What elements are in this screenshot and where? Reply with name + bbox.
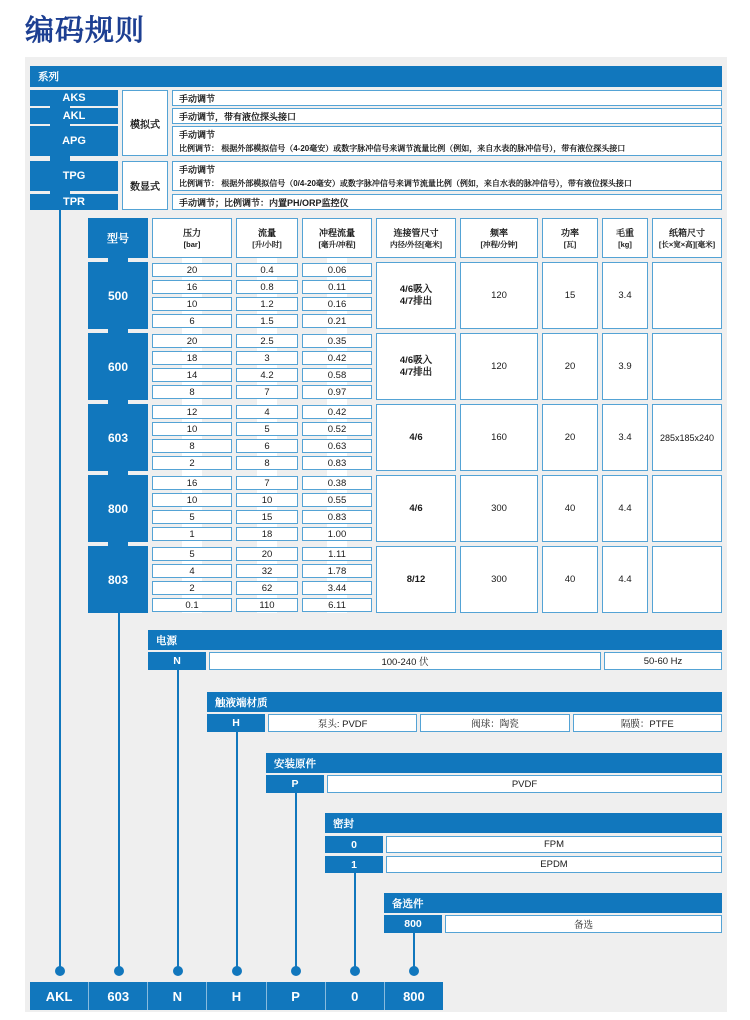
spec-model: 500 bbox=[88, 262, 148, 329]
stroke-cell: 6.11 bbox=[302, 598, 372, 612]
connector-dot-model bbox=[114, 966, 124, 976]
stroke-cell: 0.58 bbox=[302, 368, 372, 382]
stroke-stack bbox=[302, 404, 372, 471]
seal-value-epdm: EPDM bbox=[386, 856, 722, 873]
flow-cell: 8 bbox=[236, 456, 298, 470]
diaphragm-material: 隔膜：PTFE bbox=[573, 714, 722, 732]
header-line: 毛重 bbox=[615, 227, 634, 238]
seal-row-0 bbox=[325, 836, 722, 853]
connector-dot-power bbox=[173, 966, 183, 976]
connector-line-installation bbox=[295, 793, 297, 967]
options-code: 800 bbox=[384, 915, 442, 933]
series-desc-apg-line1: 手动调节 bbox=[179, 130, 216, 140]
stroke-cell: 0.83 bbox=[302, 456, 372, 470]
connector-dot-seal bbox=[350, 966, 360, 976]
header-line: 功率 bbox=[560, 227, 579, 238]
flow-cell: 4 bbox=[236, 405, 298, 419]
pressure-cell: 10 bbox=[152, 297, 232, 311]
series-code-tpr: TPR bbox=[30, 194, 118, 210]
series-code-akl: AKL bbox=[30, 108, 118, 124]
spec-header-flow bbox=[236, 218, 298, 258]
flow-cell: 2.5 bbox=[236, 334, 298, 348]
flow-cell: 0.8 bbox=[236, 280, 298, 294]
weight-cell: 3.4 bbox=[602, 404, 648, 471]
weight-cell: 3.9 bbox=[602, 333, 648, 400]
code-segment-series: AKL bbox=[45, 988, 73, 1004]
options-value: 备选 bbox=[445, 915, 722, 933]
wetted-materials-section bbox=[207, 692, 722, 732]
power-supply-header: 电源 bbox=[148, 630, 722, 650]
connector-dot-series bbox=[55, 966, 65, 976]
carton-cell bbox=[652, 475, 722, 542]
flow-cell: 15 bbox=[236, 510, 298, 524]
pressure-cell: 20 bbox=[152, 334, 232, 348]
flow-stack bbox=[236, 546, 298, 613]
seal-section bbox=[325, 813, 722, 873]
carton-cell bbox=[652, 262, 722, 329]
installation-header: 安装原件 bbox=[266, 753, 722, 773]
series-section bbox=[30, 66, 722, 210]
pressure-cell: 6 bbox=[152, 314, 232, 328]
spec-model: 803 bbox=[88, 546, 148, 613]
stroke-cell: 0.06 bbox=[302, 263, 372, 277]
header-unit: [瓦] bbox=[563, 239, 577, 249]
flow-cell: 4.2 bbox=[236, 368, 298, 382]
series-body bbox=[30, 90, 722, 210]
code-segment-model: 603 bbox=[88, 982, 147, 1010]
power-cell: 40 bbox=[542, 475, 598, 542]
power-cell: 20 bbox=[542, 404, 598, 471]
pipe-line: 4/6吸入 bbox=[399, 283, 433, 295]
options-row bbox=[384, 915, 722, 933]
connector-line-seal bbox=[354, 872, 356, 967]
flow-cell: 62 bbox=[236, 581, 298, 595]
code-segment-installation: P bbox=[266, 982, 325, 1010]
connector-dot-options bbox=[409, 966, 419, 976]
stroke-cell: 0.11 bbox=[302, 280, 372, 294]
power-supply-section bbox=[148, 630, 722, 670]
connector-line-model bbox=[118, 613, 120, 967]
stroke-cell: 0.52 bbox=[302, 422, 372, 436]
flow-cell: 5 bbox=[236, 422, 298, 436]
spec-model: 600 bbox=[88, 333, 148, 400]
series-desc-tpr: 手动调节；比例调节：内置PH/ORP监控仪 bbox=[172, 194, 722, 210]
series-desc-tpg bbox=[172, 161, 722, 191]
installation-value: PVDF bbox=[327, 775, 722, 793]
pressure-cell: 10 bbox=[152, 493, 232, 507]
series-code-apg: APG bbox=[30, 126, 118, 156]
frequency-cell: 120 bbox=[460, 262, 538, 329]
connector-line-power bbox=[177, 670, 179, 967]
pipe-cell bbox=[376, 546, 456, 613]
pipe-cell bbox=[376, 404, 456, 471]
stroke-cell: 0.35 bbox=[302, 334, 372, 348]
flow-stack bbox=[236, 333, 298, 400]
stroke-cell: 3.44 bbox=[302, 581, 372, 595]
series-desc-tpg-line2: 比例调节： 根据外部模拟信号（0/4-20毫安）或数字脉冲信号来调节流量比例（例如，来自水表的脉冲信号），带有液位探头接口 bbox=[179, 179, 632, 188]
series-desc-akl: 手动调节，带有液位探头接口 bbox=[172, 108, 722, 124]
header-line: 纸箱尺寸 bbox=[668, 227, 705, 238]
pressure-stack bbox=[152, 475, 232, 542]
seal-value-fpm: FPM bbox=[386, 836, 722, 853]
pipe-cell bbox=[376, 333, 456, 400]
pressure-cell: 2 bbox=[152, 456, 232, 470]
weight-cell: 4.4 bbox=[602, 475, 648, 542]
pressure-cell: 5 bbox=[152, 510, 232, 524]
spec-model: 603 bbox=[88, 404, 148, 471]
frequency-cell: 300 bbox=[460, 546, 538, 613]
carton-cell bbox=[652, 333, 722, 400]
pressure-cell: 4 bbox=[152, 564, 232, 578]
power-supply-row bbox=[148, 652, 722, 670]
pressure-stack bbox=[152, 404, 232, 471]
seal-row-1 bbox=[325, 856, 722, 873]
installation-code: P bbox=[266, 775, 324, 793]
pressure-cell: 12 bbox=[152, 405, 232, 419]
connector-dot-installation bbox=[291, 966, 301, 976]
stroke-cell: 0.97 bbox=[302, 385, 372, 399]
series-desc-apg-line2: 比例调节： 根据外部模拟信号（4-20毫安）或数字脉冲信号来调节流量比例（例如，来自水表的脉冲信号），带有液位探头接口 bbox=[179, 144, 626, 153]
flow-cell: 3 bbox=[236, 351, 298, 365]
carton-cell: 285x185x240 bbox=[652, 404, 722, 471]
code-segment-seal: 0 bbox=[325, 982, 384, 1010]
wetted-materials-code: H bbox=[207, 714, 265, 732]
pressure-cell: 8 bbox=[152, 385, 232, 399]
voltage-value: 100-240 伏 bbox=[209, 652, 601, 670]
flow-cell: 32 bbox=[236, 564, 298, 578]
power-supply-code: N bbox=[148, 652, 206, 670]
flow-cell: 7 bbox=[236, 385, 298, 399]
spec-header-power bbox=[542, 218, 598, 258]
pump-head-material: 泵头: PVDF bbox=[268, 714, 417, 732]
flow-cell: 0.4 bbox=[236, 263, 298, 277]
stroke-stack bbox=[302, 333, 372, 400]
series-desc-tpg-line1: 手动调节 bbox=[179, 165, 216, 175]
spec-grid bbox=[88, 218, 722, 613]
header-unit: [bar] bbox=[183, 239, 201, 249]
stroke-cell: 1.00 bbox=[302, 527, 372, 541]
stroke-cell: 1.78 bbox=[302, 564, 372, 578]
stroke-cell: 1.11 bbox=[302, 547, 372, 561]
pressure-cell: 18 bbox=[152, 351, 232, 365]
spec-header-frequency bbox=[460, 218, 538, 258]
stroke-cell: 0.42 bbox=[302, 351, 372, 365]
pressure-cell: 16 bbox=[152, 280, 232, 294]
pressure-cell: 1 bbox=[152, 527, 232, 541]
spec-model: 800 bbox=[88, 475, 148, 542]
installation-row bbox=[266, 775, 722, 793]
seal-header: 密封 bbox=[325, 813, 722, 833]
wetted-materials-row bbox=[207, 714, 722, 732]
flow-cell: 20 bbox=[236, 547, 298, 561]
series-header: 系列 bbox=[30, 66, 722, 87]
weight-cell: 4.4 bbox=[602, 546, 648, 613]
weight-cell: 3.4 bbox=[602, 262, 648, 329]
connector-line-series bbox=[59, 209, 61, 967]
power-cell: 15 bbox=[542, 262, 598, 329]
flow-stack bbox=[236, 262, 298, 329]
series-code-tpg: TPG bbox=[30, 161, 118, 191]
pressure-cell: 5 bbox=[152, 547, 232, 561]
header-line: 冲程流量 bbox=[318, 227, 355, 238]
options-header: 备选件 bbox=[384, 893, 722, 913]
stroke-stack bbox=[302, 475, 372, 542]
spec-header-pressure bbox=[152, 218, 232, 258]
code-segment-power: N bbox=[147, 982, 206, 1010]
carton-cell bbox=[652, 546, 722, 613]
series-desc-apg bbox=[172, 126, 722, 156]
flow-cell: 18 bbox=[236, 527, 298, 541]
header-unit: 内径/外径[毫米] bbox=[389, 239, 443, 249]
flow-stack bbox=[236, 475, 298, 542]
stroke-stack bbox=[302, 262, 372, 329]
pipe-line: 8/12 bbox=[406, 573, 426, 585]
stroke-cell: 0.55 bbox=[302, 493, 372, 507]
pressure-stack bbox=[152, 546, 232, 613]
pipe-line: 4/6 bbox=[409, 502, 423, 514]
code-segment-options: 800 bbox=[384, 982, 443, 1010]
pipe-line: 4/6吸入 bbox=[399, 354, 433, 366]
stroke-cell: 0.83 bbox=[302, 510, 372, 524]
pressure-cell: 14 bbox=[152, 368, 232, 382]
spec-header-model: 型号 bbox=[88, 218, 148, 258]
seal-code-1: 1 bbox=[325, 856, 383, 873]
code-segment-wetted: H bbox=[206, 982, 265, 1010]
spec-table bbox=[88, 218, 722, 613]
spec-header-carton bbox=[652, 218, 722, 258]
header-unit: [kg] bbox=[618, 239, 632, 249]
pipe-cell bbox=[376, 262, 456, 329]
spec-header-pipe bbox=[376, 218, 456, 258]
header-unit: [冲程/分钟] bbox=[480, 239, 518, 249]
stroke-stack bbox=[302, 546, 372, 613]
header-unit: [升/小时] bbox=[252, 239, 282, 249]
stroke-cell: 0.21 bbox=[302, 314, 372, 328]
header-line: 流量 bbox=[257, 227, 276, 238]
header-line: 连接管尺寸 bbox=[393, 227, 439, 238]
pipe-line: 4/6 bbox=[409, 431, 423, 443]
frequency-cell: 300 bbox=[460, 475, 538, 542]
spec-header-weight bbox=[602, 218, 648, 258]
series-type-analog: 模拟式 bbox=[122, 90, 168, 156]
connector-line-wetted bbox=[236, 732, 238, 967]
header-line: 压力 bbox=[182, 227, 201, 238]
header-unit: [长×宽×高][毫米] bbox=[658, 239, 716, 249]
wetted-materials-header: 触液端材质 bbox=[207, 692, 722, 712]
options-section bbox=[384, 893, 722, 933]
connector-line-options bbox=[413, 933, 415, 967]
pipe-line: 4/7排出 bbox=[399, 295, 433, 307]
pipe-line: 4/7排出 bbox=[399, 366, 433, 378]
header-line: 频率 bbox=[489, 227, 508, 238]
content-panel bbox=[25, 57, 727, 1012]
flow-cell: 10 bbox=[236, 493, 298, 507]
power-cell: 20 bbox=[542, 333, 598, 400]
series-desc-aks: 手动调节 bbox=[172, 90, 722, 106]
pipe-cell bbox=[376, 475, 456, 542]
valve-ball-material: 阀球：陶瓷 bbox=[420, 714, 569, 732]
pressure-cell: 16 bbox=[152, 476, 232, 490]
page-title: 编码规则 bbox=[25, 15, 146, 47]
stroke-cell: 0.16 bbox=[302, 297, 372, 311]
pressure-cell: 8 bbox=[152, 439, 232, 453]
pressure-stack bbox=[152, 262, 232, 329]
flow-stack bbox=[236, 404, 298, 471]
stroke-cell: 0.38 bbox=[302, 476, 372, 490]
series-type-digital: 数显式 bbox=[122, 161, 168, 210]
flow-cell: 1.5 bbox=[236, 314, 298, 328]
flow-cell: 6 bbox=[236, 439, 298, 453]
connector-dot-wetted bbox=[232, 966, 242, 976]
series-code-aks: AKS bbox=[30, 90, 118, 106]
header-unit: [毫升/冲程] bbox=[318, 239, 356, 249]
seal-code-0: 0 bbox=[325, 836, 383, 853]
spec-header-stroke bbox=[302, 218, 372, 258]
stroke-cell: 0.42 bbox=[302, 405, 372, 419]
frequency-cell: 120 bbox=[460, 333, 538, 400]
flow-cell: 110 bbox=[236, 598, 298, 612]
flow-cell: 1.2 bbox=[236, 297, 298, 311]
example-code-bar bbox=[30, 982, 443, 1010]
stroke-cell: 0.63 bbox=[302, 439, 372, 453]
pressure-stack bbox=[152, 333, 232, 400]
flow-cell: 7 bbox=[236, 476, 298, 490]
frequency-cell: 160 bbox=[460, 404, 538, 471]
pressure-cell: 2 bbox=[152, 581, 232, 595]
power-cell: 40 bbox=[542, 546, 598, 613]
pressure-cell: 0.1 bbox=[152, 598, 232, 612]
pressure-cell: 20 bbox=[152, 263, 232, 277]
pressure-cell: 10 bbox=[152, 422, 232, 436]
frequency-value: 50-60 Hz bbox=[604, 652, 722, 670]
installation-section bbox=[266, 753, 722, 793]
